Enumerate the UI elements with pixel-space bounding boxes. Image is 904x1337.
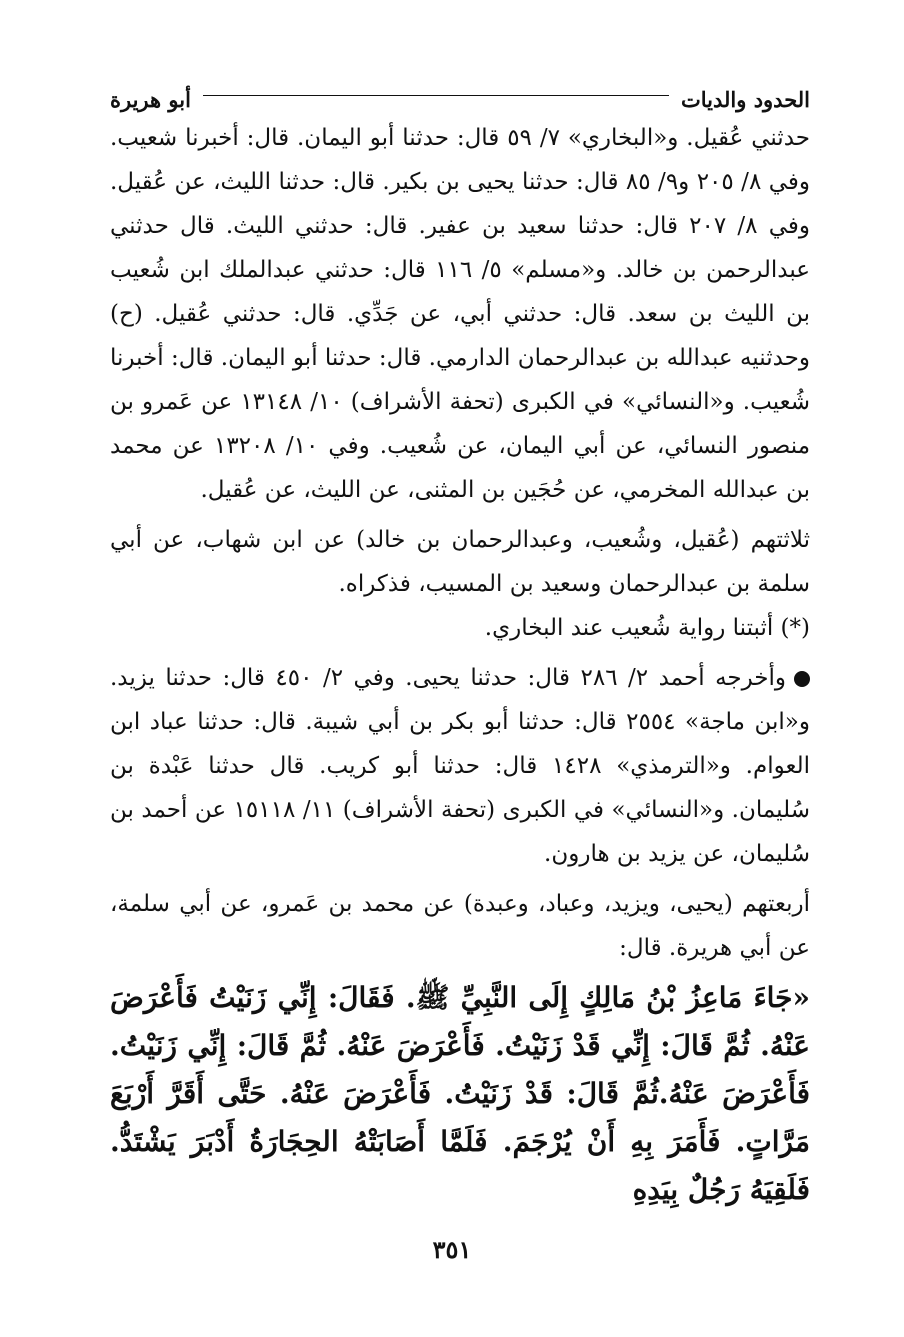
page-content: [110, 82, 810, 1214]
page-number: ٣٥١: [432, 1235, 472, 1264]
paragraph-isnad-2: ثلاثتهم (عُقيل، وشُعيب، وعبدالرحمان بن خالد) عن ابن شهاب، عن أبي سلمة بن عبدالرحمان وسعيد بن المسيب، فذكراه.: [110, 527, 810, 597]
paragraph-takhrij: [110, 656, 810, 876]
hadith-text: «جَاءَ مَاعِزُ بْنُ مَالِكٍ إِلَى النَّبِيِّ ﷺ. فَقَالَ: إِنِّي زَنَيْتُ فَأَعْرَضَ عَنْهُ. ثُمَّ قَالَ: إِنِّي قَدْ زَنَيْتُ. فَأَعْرَضَ عَنْهُ. ثُمَّ قَالَ: إِنِّي زَنَيْتُ. فَأَعْرَضَ عَنْهُ.ثُمَّ قَالَ: قَدْ زَنَيْتُ. فَأَعْرَضَ عَنْهُ. حَتَّى أَقَرَّ أَرْبَعَ مَرَّاتٍ. فَأَمَرَ بِهِ أَنْ يُرْجَمَ. فَلَمَّا أَصَابَتْهُ الحِجَارَةُ أَدْبَرَ يَشْتَدُّ. فَلَقِيَهُ رَجُلٌ بِيَدِهِ: [110, 981, 810, 1206]
header-chapter-title: الحدود والديات: [680, 86, 810, 112]
takhrij-text: وأخرجه أحمد ٢/ ٢٨٦ قال: حدثنا يحيى. وفي ٢/ ٤٥٠ قال: حدثنا يزيد. و«ابن ماجة» ٢٥٥٤ قال: حدثنا أبو بكر بن أبي شيبة. قال: حدثنا عباد ابن العوام. و«الترمذي» ١٤٢٨ قال: حدثنا أبو كريب. قال حدثنا عَبْدة بن سُليمان. و«النسائي» في الكبرى (تحفة الأشراف) ١١/ ١٥١١٨ عن أحمد بن سُليمان، عن يزيد بن هارون.: [110, 665, 810, 867]
running-header: [110, 82, 810, 116]
paragraph-closing: أربعتهم (يحيى، ويزيد، وعباد، وعبدة) عن محمد بن عَمرو، عن أبي سلمة، عن أبي هريرة. قال:: [110, 891, 810, 961]
header-rule: [203, 95, 669, 96]
paragraph-isnad-1: حدثني عُقيل. و«البخاري» ٧/ ٥٩ قال: حدثنا أبو اليمان. قال: أخبرنا شعيب. وفي ٨/ ٢٠٥ و٩/ ٨٥ قال: حدثنا يحيى بن بكير. قال: حدثنا الليث، عن عُقيل. وفي ٨/ ٢٠٧ قال: حدثنا سعيد بن عفير. قال: حدثني الليث. قال حدثني عبدالرحمن بن خالد. و«مسلم» ٥/ ١١٦ قال: حدثني عبدالملك ابن شُعيب بن الليث بن سعد. قال: حدثني أبي، عن جَدِّي. قال: حدثني عُقيل. (ح) وحدثنيه عبدالله بن عبدالرحمان الدارمي. قال: حدثنا أبو اليمان. قال: أخبرنا شُعيب. و«النسائي» في الكبرى (تحفة الأشراف) ١٠/ ١٣١٤٨ عن عَمرو بن منصور النسائي، عن أبي اليمان، عن شُعيب. وفي ١٠/ ١٣٢٠٨ عن محمد بن عبدالله المخرمي، عن حُجَين بن المثنى، عن الليث، عن عُقيل.: [110, 125, 811, 503]
bullet-icon: [794, 671, 810, 687]
footnote-remark: (*) أثبتنا رواية شُعيب عند البخاري.: [484, 615, 810, 641]
header-narrator-title: أبو هريرة: [110, 86, 191, 112]
